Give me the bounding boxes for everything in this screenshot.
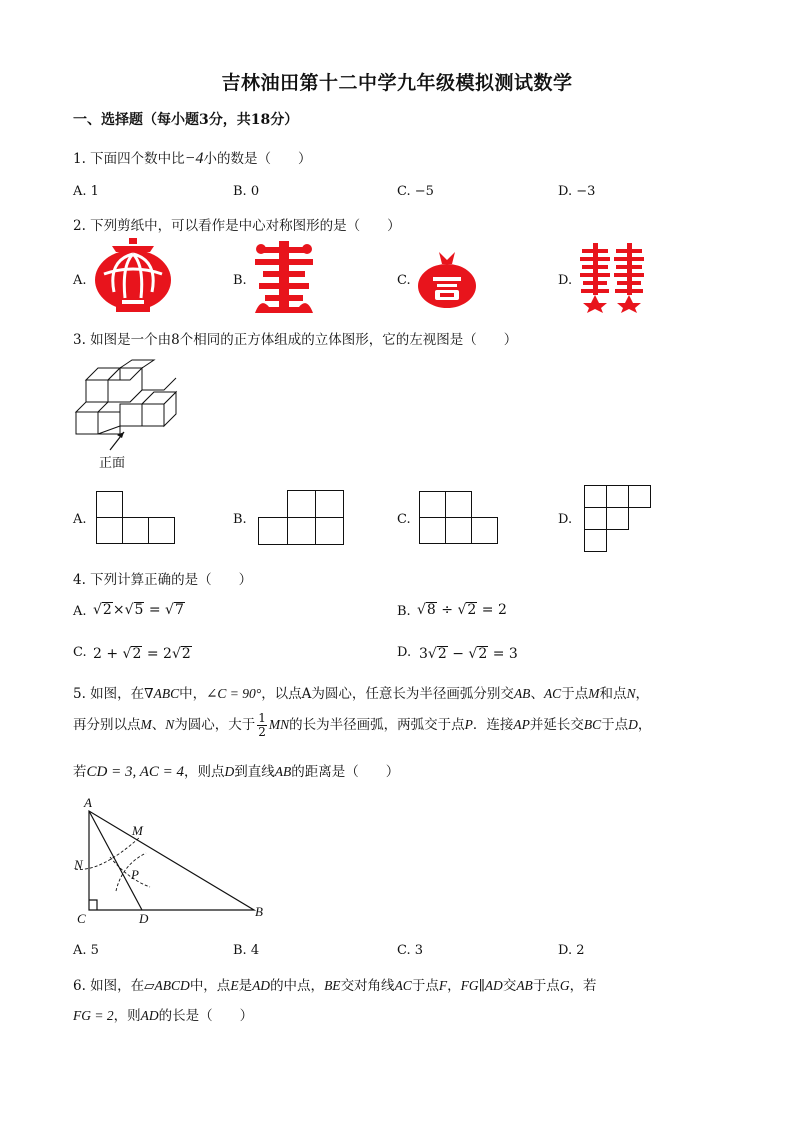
q5-text: ，则点 <box>183 764 225 780</box>
q5-text: 再分别以点 <box>73 717 141 733</box>
q4d-radicand-2: 2 <box>478 646 488 662</box>
q6-ac: AC <box>394 978 412 993</box>
q6-text: 的长是（ ） <box>158 1008 254 1024</box>
fig-label-m: M <box>132 823 143 838</box>
q4-option-d[interactable]: 3√2 − √2 = 3 <box>419 646 518 662</box>
q4-label-d: D. <box>397 645 412 660</box>
q5-point-d: D <box>628 717 638 732</box>
q3-option-d-view[interactable] <box>584 485 656 553</box>
q5-option-b[interactable]: B. 4 <box>233 943 260 958</box>
q5-triangle: ∇ABC <box>144 686 180 701</box>
q6-text: 中，点 <box>189 978 231 994</box>
q2-label-a: A. <box>73 273 87 288</box>
q5-fraction-den: 2 <box>258 725 266 739</box>
q6-point-g: G <box>559 978 570 993</box>
q4b-result: 2 <box>497 602 507 618</box>
q3-label-b: B. <box>233 512 247 527</box>
q4c-equals: = 2 <box>146 646 172 662</box>
q5-ap: AP <box>513 717 530 732</box>
q5-text: 中， <box>179 686 207 702</box>
q5-point-d: D <box>224 764 235 779</box>
q5-fraction <box>257 712 267 739</box>
q5-text: 和点 <box>599 686 627 702</box>
q2-label-b: B. <box>233 273 247 288</box>
q6-text: ， <box>447 978 461 994</box>
q6-text: 于点 <box>411 978 439 994</box>
q1-option-c[interactable]: C. −5 <box>397 184 434 199</box>
q6-line-1 <box>73 974 597 994</box>
q4-label-b: B. <box>397 604 411 619</box>
q6-text: 交 <box>502 978 517 994</box>
q5-text: 为圆心，大于 <box>174 717 256 733</box>
q4-option-b[interactable]: √8 ÷ √2 = 2 <box>417 602 507 618</box>
q5-text: 5. 如图，在 <box>73 686 145 702</box>
q5-triangle-figure <box>70 795 270 927</box>
fig-label-b: B <box>255 904 263 919</box>
q1-option-a[interactable]: A. 1 <box>73 184 99 199</box>
q5-line-1 <box>73 682 649 702</box>
q6-point-f: F <box>438 978 448 993</box>
q6-fg-parallel: FG∥AD <box>460 978 503 993</box>
q3-label-c: C. <box>397 512 411 527</box>
q4-label-a: A. <box>73 604 87 619</box>
q4c-radicand-1: 2 <box>132 646 142 662</box>
q2-label-c: C. <box>397 273 411 288</box>
q4b-radicand-2: 2 <box>467 602 477 618</box>
q3-label-d: D. <box>558 512 573 527</box>
q5-text: ， <box>637 717 652 733</box>
q5-bc: BC <box>583 717 602 732</box>
q5-text: 、 <box>530 686 544 702</box>
q1-stem-tail: 小的数是（ ） <box>203 151 312 167</box>
q5-point-p: P <box>464 717 473 732</box>
q3-option-b-view[interactable] <box>258 490 346 546</box>
q5-text: 、 <box>151 717 166 733</box>
q6-be: BE <box>324 978 341 993</box>
q4-option-c[interactable]: 2 + √2 = 2√2 <box>93 646 191 662</box>
q1-option-d[interactable]: D. −3 <box>558 184 596 199</box>
q6-ab: AB <box>516 978 533 993</box>
q4d-prefix: 3 <box>419 646 428 662</box>
q5-text: 的长为半径画弧，两弧交于点 <box>289 717 465 733</box>
q6-text: 6. 如图，在 <box>73 978 145 994</box>
q5-option-c[interactable]: C. 3 <box>397 943 424 958</box>
q2-label-d: D. <box>558 273 573 288</box>
q6-ad: AD <box>252 978 271 993</box>
q1-stem <box>73 147 311 168</box>
q6-text: ，则 <box>113 1008 141 1024</box>
fig-label-p: P <box>131 867 139 882</box>
q5-point-n: N <box>626 686 636 701</box>
q5-text: 的距离是（ ） <box>291 764 400 780</box>
q4a-equals: = <box>148 602 161 618</box>
q5-fraction-num: 1 <box>258 711 266 725</box>
q5-ab: AB <box>513 686 531 701</box>
q5-point-m: M <box>140 717 152 732</box>
q6-line-2 <box>73 1004 253 1024</box>
q4a-radicand-2: 5 <box>134 602 144 618</box>
q5-mn: MN <box>268 717 290 732</box>
q5-option-d[interactable]: D. 2 <box>558 943 585 958</box>
front-label: 正面 <box>99 456 126 471</box>
q6-text: 的中点， <box>270 978 325 994</box>
q4-label-c: C. <box>73 645 87 660</box>
q5-angle: ∠C = 90° <box>206 686 262 701</box>
q4-stem: 4. 下列计算正确的是（ ） <box>73 572 253 588</box>
q5-ac: AC <box>543 686 562 701</box>
q5-line-2 <box>73 712 651 739</box>
q5-point-m: M <box>588 686 600 701</box>
lantern-papercut-image[interactable] <box>92 238 174 316</box>
q5-line-3 <box>73 760 399 781</box>
q4b-operator: ÷ <box>441 602 454 618</box>
q6-text: 是 <box>238 978 253 994</box>
q3-option-c-view[interactable] <box>419 491 501 546</box>
q5-text: ， <box>635 686 649 702</box>
q3-stem: 3. 如图是一个由8个相同的正方体组成的立体图形，它的左视图是（ ） <box>73 332 518 348</box>
fig-label-n: N <box>74 857 83 872</box>
fig-label-a: A <box>84 795 92 810</box>
money-bag-papercut-image[interactable] <box>417 250 477 308</box>
q4c-radicand-2: 2 <box>181 646 191 662</box>
q5-text: 并延长交 <box>529 717 584 733</box>
q4b-equals: = <box>481 602 494 618</box>
q3-label-a: A. <box>73 512 87 527</box>
q4d-operator: − <box>452 646 464 662</box>
q6-condition: FG = 2 <box>73 1008 114 1023</box>
q6-ad: AD <box>140 1008 159 1023</box>
shou-character-papercut-image[interactable] <box>255 241 313 313</box>
q4d-radicand-1: 2 <box>437 646 447 662</box>
q1-stem-text: 1. 下面四个数中比 <box>73 151 185 167</box>
q5-text: ，以点A为圆心，任意长为半径画弧分别交 <box>261 686 514 702</box>
q5-option-a[interactable]: A. 5 <box>73 943 99 958</box>
double-xi-papercut-image[interactable] <box>580 243 646 313</box>
q5-text: 于点 <box>601 717 629 733</box>
q6-parallelogram: ▱ABCD <box>144 978 190 993</box>
q5-text: ．连接 <box>472 717 514 733</box>
cube-stack-figure <box>74 360 184 440</box>
q5-text: 到直线 <box>234 764 275 780</box>
q4a-radicand-1: 2 <box>102 602 112 618</box>
q6-text: 交对角线 <box>340 978 395 994</box>
q1-option-b[interactable]: B. 0 <box>233 184 260 199</box>
fig-label-d: D <box>139 911 149 926</box>
q2-stem: 2. 下列剪纸中，可以看作是中心对称图形的是（ ） <box>73 218 401 234</box>
q6-text: 于点 <box>532 978 560 994</box>
fig-label-c: C <box>77 911 86 926</box>
q5-condition: CD = 3, AC = 4 <box>86 764 184 780</box>
q4b-radicand-1: 8 <box>426 602 436 618</box>
q3-option-a-view[interactable] <box>96 491 178 545</box>
q6-text: ，若 <box>569 978 597 994</box>
q4a-radicand-3: 7 <box>174 602 184 618</box>
q1-number: −4 <box>184 150 204 167</box>
q5-point-n: N <box>165 717 175 732</box>
q4c-prefix: 2 + <box>93 646 119 662</box>
q6-point-e: E <box>230 978 239 993</box>
q4d-equals: = 3 <box>492 646 518 662</box>
q4a-operator: × <box>112 602 125 618</box>
q5-text: 若 <box>73 764 87 780</box>
section-heading: 一、选择题（每小题3分，共18分） <box>73 112 299 128</box>
page-title: 吉林油田第十二中学九年级模拟测试数学 <box>221 72 573 94</box>
q5-ab: AB <box>274 764 292 779</box>
q5-text: 于点 <box>561 686 589 702</box>
front-arrow-icon <box>108 428 128 452</box>
q4-option-a[interactable]: √2×√5 = √7 <box>93 602 184 618</box>
